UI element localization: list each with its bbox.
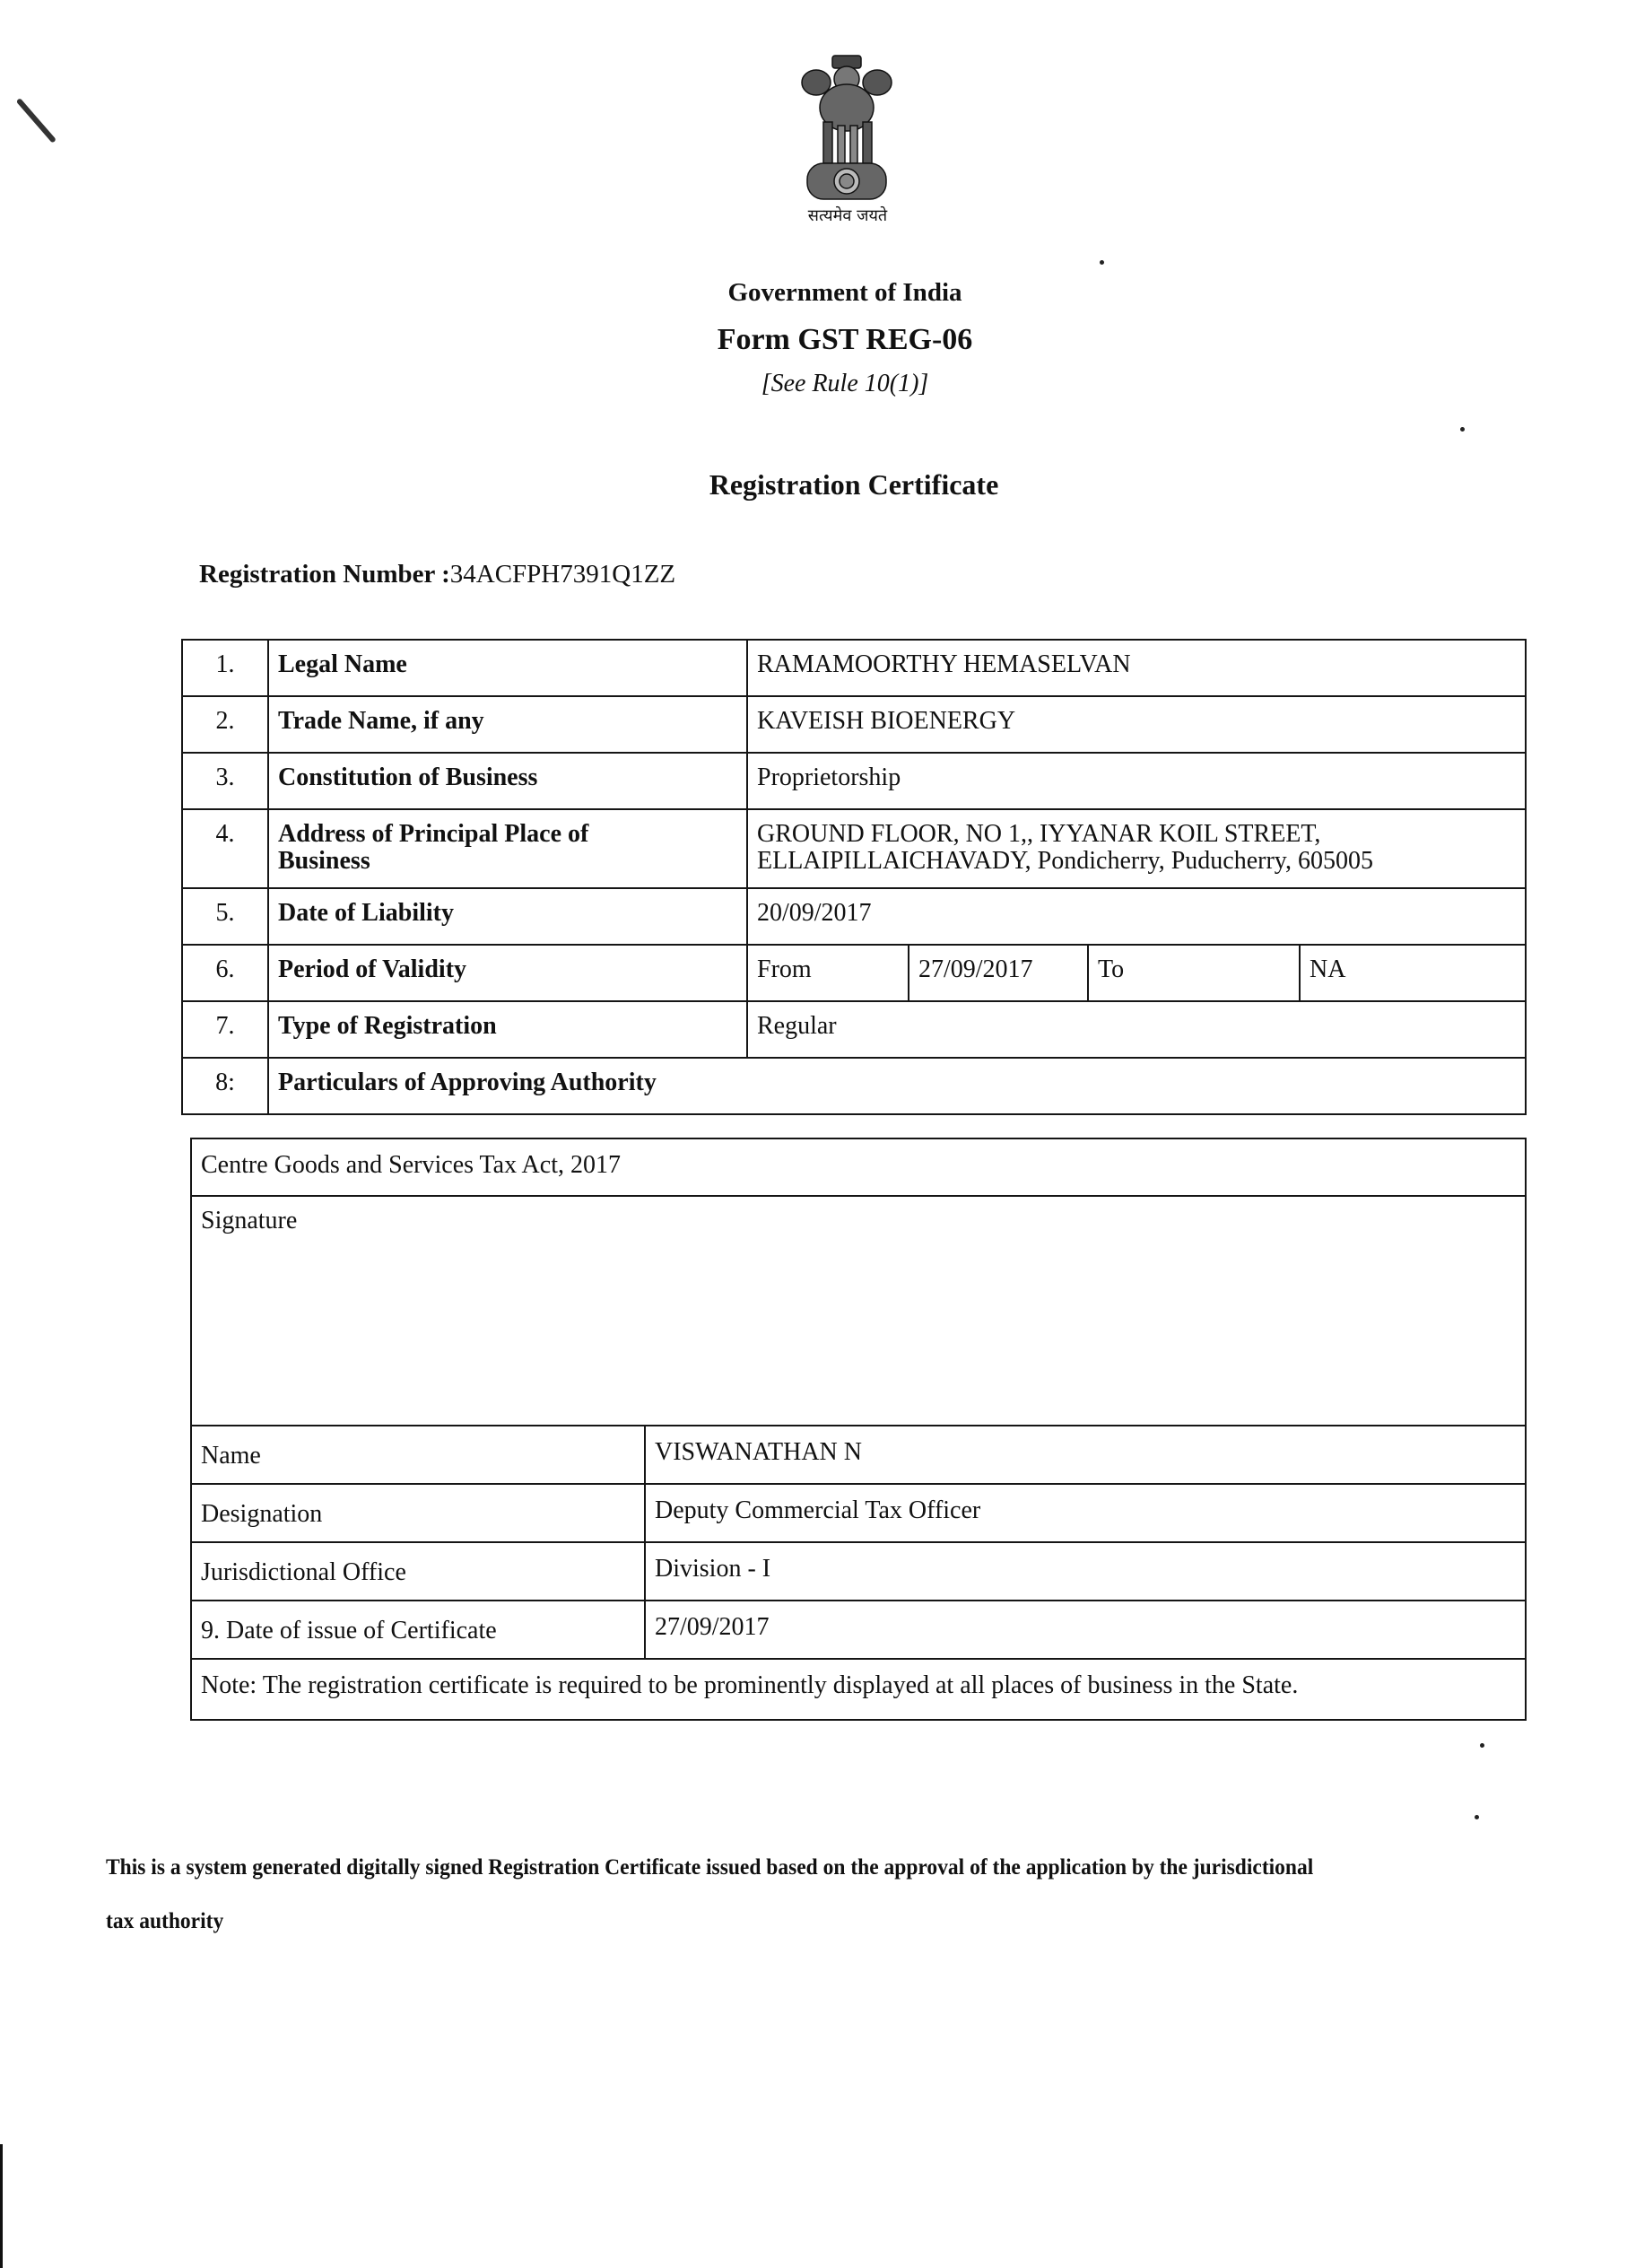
jurisdictional-office-value: Division - I: [645, 1542, 1526, 1601]
notice-line: This is a system generated digitally signed Registration Certificate issued based on the approval of the application by the jurisdictional: [106, 1855, 1314, 1880]
signature-label: Signature: [201, 1207, 298, 1234]
table-row: [182, 809, 1526, 888]
row-number: 2.: [182, 696, 268, 753]
table-row: [191, 1601, 1526, 1659]
validity-to-value: NA: [1300, 945, 1526, 1001]
legal-name-value: RAMAMOORTHY HEMASELVAN: [747, 640, 1526, 696]
field-label: Legal Name: [268, 640, 747, 696]
row-number: 5.: [182, 888, 268, 945]
display-note: Note: The registration certificate is required to be prominently displayed at all places of business in the State.: [191, 1659, 1526, 1720]
row-number: 3.: [182, 753, 268, 809]
address-value: [747, 809, 1526, 888]
form-title: Form GST REG-06: [717, 323, 973, 356]
registration-number-value: 34ACFPH7391Q1ZZ: [449, 560, 676, 589]
field-label: Constitution of Business: [268, 753, 747, 809]
table-row: [182, 640, 1526, 696]
validity-to-label: To: [1088, 945, 1300, 1001]
registration-number-label: Registration Number :: [199, 560, 450, 589]
table-row: [182, 945, 1526, 1001]
notice-line: tax authority: [106, 1909, 224, 1933]
field-label: Trade Name, if any: [268, 696, 747, 753]
table-row: [182, 1001, 1526, 1058]
system-generated-notice: [106, 1841, 1505, 1949]
validity-from-value: 27/09/2017: [909, 945, 1088, 1001]
constitution-value: Proprietorship: [747, 753, 1526, 809]
authority-field-label: 9. Date of issue of Certificate: [191, 1601, 645, 1659]
field-label-line: Address of Principal Place of: [278, 820, 589, 848]
scan-speck: [1480, 1743, 1484, 1748]
table-row: [191, 1484, 1526, 1542]
row-number: 1.: [182, 640, 268, 696]
table-row: [191, 1196, 1526, 1426]
table-row: [191, 1542, 1526, 1601]
issue-date-value: 27/09/2017: [645, 1601, 1526, 1659]
table-row: [182, 888, 1526, 945]
validity-from-label: From: [747, 945, 909, 1001]
field-label: [268, 809, 747, 888]
authority-field-label: Jurisdictional Office: [191, 1542, 645, 1601]
authority-field-label: Designation: [191, 1484, 645, 1542]
rule-reference: [See Rule 10(1)]: [761, 370, 929, 397]
authority-field-label: Name: [191, 1426, 645, 1484]
table-row: [182, 696, 1526, 753]
address-line: GROUND FLOOR, NO 1,, IYYANAR KOIL STREET,: [757, 820, 1321, 848]
signature-box: [191, 1196, 1526, 1426]
row-number: 6.: [182, 945, 268, 1001]
field-label: Particulars of Approving Authority: [268, 1058, 1526, 1114]
approving-authority-table: [190, 1138, 1527, 1721]
scan-speck: [1100, 260, 1104, 265]
certificate-title: Registration Certificate: [709, 468, 999, 501]
government-heading: Government of India: [727, 278, 962, 307]
row-number: 4.: [182, 809, 268, 888]
field-label: Period of Validity: [268, 945, 747, 1001]
scan-speck: [1460, 427, 1465, 432]
pen-mark: [16, 98, 57, 144]
table-row: [182, 1058, 1526, 1114]
national-emblem-icon: [796, 52, 897, 203]
row-number: 7.: [182, 1001, 268, 1058]
act-name: Centre Goods and Services Tax Act, 2017: [191, 1138, 1526, 1196]
table-row: [182, 753, 1526, 809]
trade-name-value: KAVEISH BIOENERGY: [747, 696, 1526, 753]
address-line: ELLAIPILLAICHAVADY, Pondicherry, Puducherry, 605005: [757, 847, 1373, 875]
table-row: [191, 1138, 1526, 1196]
field-label: Date of Liability: [268, 888, 747, 945]
emblem-motto: सत्यमेव जयते: [807, 206, 888, 225]
date-of-liability-value: 20/09/2017: [747, 888, 1526, 945]
table-row: [191, 1659, 1526, 1720]
scan-edge: [0, 2144, 3, 2268]
registration-number: [199, 560, 675, 589]
scan-speck: [1475, 1815, 1479, 1819]
field-label: Type of Registration: [268, 1001, 747, 1058]
designation-value: Deputy Commercial Tax Officer: [645, 1484, 1526, 1542]
authority-name-value: VISWANATHAN N: [645, 1426, 1526, 1484]
table-row: [191, 1426, 1526, 1484]
registration-type-value: Regular: [747, 1001, 1526, 1058]
field-label-line: Business: [278, 847, 370, 875]
registration-details-table: [181, 639, 1527, 1115]
row-number: 8:: [182, 1058, 268, 1114]
